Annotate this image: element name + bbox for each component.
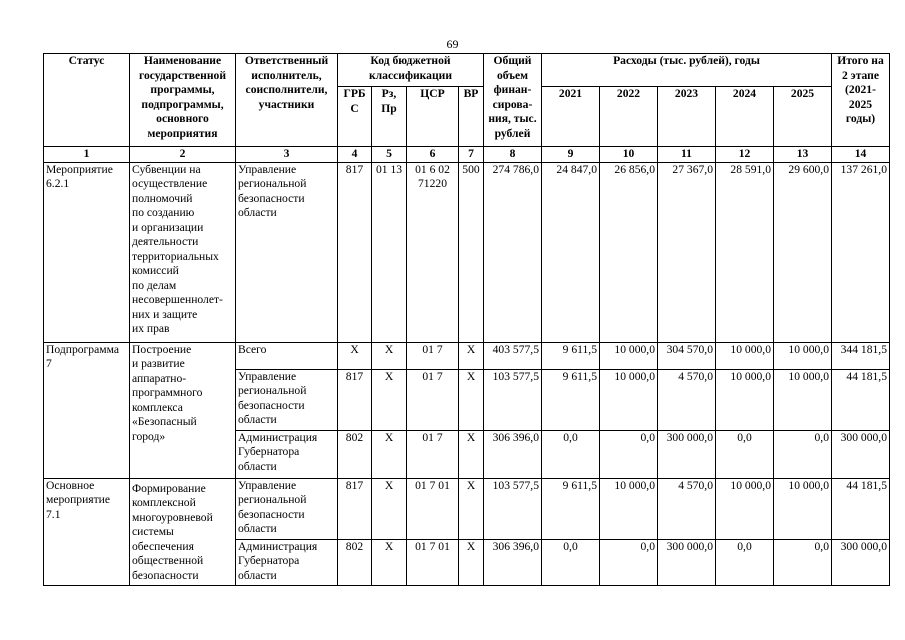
col-number: 2	[130, 147, 236, 163]
col-number: 9	[542, 147, 600, 163]
stage2-cell: 344 181,5	[832, 342, 890, 369]
y2025-cell: 10 000,0	[774, 342, 832, 369]
col-number: 1	[44, 147, 130, 163]
y2023-cell: 304 570,0	[658, 342, 716, 369]
vr-cell: 500	[459, 162, 484, 342]
header-2023: 2023	[658, 87, 716, 147]
y2021-cell: 9 611,5	[542, 342, 600, 369]
col-number: 11	[658, 147, 716, 163]
header-name: Наименование государственной программы, подпрограммы, основного мероприятия	[130, 54, 236, 147]
status-cell: Подпрограмма 7	[44, 342, 130, 478]
header-total: Общий объем финан-сирова-ния, тыс. рублей	[484, 54, 542, 147]
y2021-cell: 0,0	[542, 430, 600, 478]
executor-cell: Управление региональной безопасности области	[236, 369, 338, 430]
column-numbers-row	[44, 147, 890, 163]
stage2-cell: 300 000,0	[832, 430, 890, 478]
csr-cell: 01 7	[407, 369, 459, 430]
budget-table	[43, 53, 890, 586]
header-2025: 2025	[774, 87, 832, 147]
csr-cell: 01 7 01	[407, 478, 459, 539]
rzpr-cell: X	[372, 430, 407, 478]
col-number: 13	[774, 147, 832, 163]
col-number: 5	[372, 147, 407, 163]
grbs-cell: 802	[338, 539, 372, 585]
executor-cell: Всего	[236, 342, 338, 369]
y2023-cell: 300 000,0	[658, 430, 716, 478]
y2025-cell: 0,0	[774, 430, 832, 478]
y2023-cell: 4 570,0	[658, 369, 716, 430]
rzpr-cell: X	[372, 539, 407, 585]
header-grbs: ГРБ С	[338, 87, 372, 147]
col-number: 8	[484, 147, 542, 163]
col-number: 6	[407, 147, 459, 163]
col-number: 3	[236, 147, 338, 163]
csr-cell: 01 6 02 71220	[407, 162, 459, 342]
header-2021: 2021	[542, 87, 600, 147]
y2021-cell: 9 611,5	[542, 478, 600, 539]
header-stage2: Итого на 2 этапе (2021-2025 годы)	[832, 54, 890, 147]
header-expenses: Расходы (тыс. рублей), годы	[542, 54, 832, 87]
y2024-cell: 0,0	[716, 430, 774, 478]
y2023-cell: 4 570,0	[658, 478, 716, 539]
col-number: 12	[716, 147, 774, 163]
y2023-cell: 300 000,0	[658, 539, 716, 585]
header-vr: ВР	[459, 87, 484, 147]
col-number: 14	[832, 147, 890, 163]
vr-cell: X	[459, 430, 484, 478]
total-cell: 306 396,0	[484, 430, 542, 478]
header-2022: 2022	[600, 87, 658, 147]
col-number: 10	[600, 147, 658, 163]
status-cell: Основное мероприятие 7.1	[44, 478, 130, 585]
name-cell: Построение и развитие аппаратно- программного комплекса «Безопасный город»	[130, 342, 236, 478]
y2021-cell: 24 847,0	[542, 162, 600, 342]
header-executor: Ответственный исполнитель, соисполнители, участники	[236, 54, 338, 147]
rzpr-cell: X	[372, 478, 407, 539]
y2024-cell: 0,0	[716, 539, 774, 585]
header-budget-code: Код бюджетной классификации	[338, 54, 484, 87]
table-row	[44, 478, 890, 539]
col-number: 4	[338, 147, 372, 163]
col-number: 7	[459, 147, 484, 163]
y2022-cell: 0,0	[600, 539, 658, 585]
csr-cell: 01 7	[407, 342, 459, 369]
header-status: Статус	[44, 54, 130, 147]
executor-cell: Администрация Губернатора области	[236, 539, 338, 585]
table-row	[44, 342, 890, 369]
y2021-cell: 0,0	[542, 539, 600, 585]
total-cell: 403 577,5	[484, 342, 542, 369]
y2025-cell: 29 600,0	[774, 162, 832, 342]
stage2-cell: 137 261,0	[832, 162, 890, 342]
stage2-cell: 300 000,0	[832, 539, 890, 585]
rzpr-cell: X	[372, 369, 407, 430]
y2024-cell: 10 000,0	[716, 342, 774, 369]
vr-cell: X	[459, 539, 484, 585]
executor-cell: Управление региональной безопасности области	[236, 162, 338, 342]
y2025-cell: 0,0	[774, 539, 832, 585]
total-cell: 306 396,0	[484, 539, 542, 585]
y2022-cell: 0,0	[600, 430, 658, 478]
vr-cell: X	[459, 478, 484, 539]
table-row	[44, 162, 890, 342]
y2024-cell: 10 000,0	[716, 369, 774, 430]
name-cell: Субвенции на осуществление полномочий по созданию и организации деятельности территориальных комиссий по делам несовершеннолет- них и защите их прав	[130, 162, 236, 342]
grbs-cell: 817	[338, 162, 372, 342]
y2022-cell: 10 000,0	[600, 369, 658, 430]
y2022-cell: 10 000,0	[600, 478, 658, 539]
status-cell: Мероприятие 6.2.1	[44, 162, 130, 342]
csr-cell: 01 7	[407, 430, 459, 478]
y2024-cell: 10 000,0	[716, 478, 774, 539]
grbs-cell: 802	[338, 430, 372, 478]
header-rzpr: Рз, Пр	[372, 87, 407, 147]
rzpr-cell: 01 13	[372, 162, 407, 342]
name-cell: Формирование комплексной многоуровневой системы обеспечения общественной безопасности	[130, 478, 236, 585]
page-number: 69	[446, 37, 459, 51]
y2022-cell: 10 000,0	[600, 342, 658, 369]
rzpr-cell: X	[372, 342, 407, 369]
csr-cell: 01 7 01	[407, 539, 459, 585]
vr-cell: X	[459, 369, 484, 430]
grbs-cell: 817	[338, 478, 372, 539]
stage2-cell: 44 181,5	[832, 369, 890, 430]
y2024-cell: 28 591,0	[716, 162, 774, 342]
total-cell: 274 786,0	[484, 162, 542, 342]
executor-cell: Администрация Губернатора области	[236, 430, 338, 478]
grbs-cell: X	[338, 342, 372, 369]
y2023-cell: 27 367,0	[658, 162, 716, 342]
stage2-cell: 44 181,5	[832, 478, 890, 539]
header-2024: 2024	[716, 87, 774, 147]
y2025-cell: 10 000,0	[774, 369, 832, 430]
total-cell: 103 577,5	[484, 478, 542, 539]
header-csr: ЦСР	[407, 87, 459, 147]
executor-cell: Управление региональной безопасности области	[236, 478, 338, 539]
grbs-cell: 817	[338, 369, 372, 430]
header-row-1	[44, 54, 890, 87]
y2025-cell: 10 000,0	[774, 478, 832, 539]
y2022-cell: 26 856,0	[600, 162, 658, 342]
y2021-cell: 9 611,5	[542, 369, 600, 430]
total-cell: 103 577,5	[484, 369, 542, 430]
vr-cell: X	[459, 342, 484, 369]
